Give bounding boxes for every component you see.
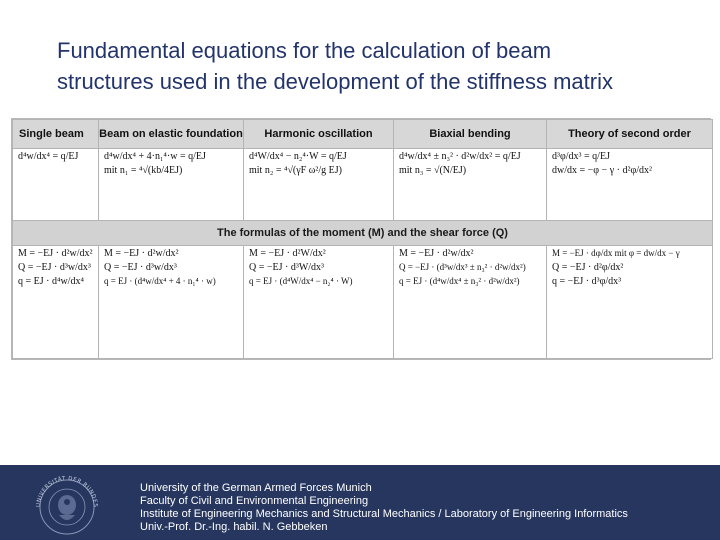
- footer-line-university: University of the German Armed Forces Munich: [140, 482, 372, 494]
- university-seal-logo: [28, 473, 106, 535]
- formula-load: q = −EJ · d³φ/dx³: [552, 276, 622, 288]
- formula: d³φ/dx³ = q/EJ: [552, 150, 610, 162]
- section-row: [13, 220, 713, 246]
- footer-line-institute: Institute of Engineering Mechanics and Structural Mechanics / Laboratory of Engineering Informatics: [140, 508, 628, 520]
- equations-grid: [12, 119, 713, 359]
- cell-second-order-eq: [547, 148, 713, 220]
- header-elastic-foundation: Beam on elastic foundation: [99, 120, 244, 149]
- formula-load: q = EJ · (d⁴w/dx⁴ + 4 · n₁⁴ · w): [104, 276, 216, 287]
- header-harmonic-oscillation: Harmonic oscillation: [244, 120, 394, 149]
- formula-moment: M = −EJ · d²W/dx²: [249, 248, 326, 260]
- footer-line-faculty: Faculty of Civil and Environmental Engineering: [140, 495, 369, 507]
- cell-single-beam-eq: [13, 148, 99, 220]
- formula-shear: Q = −EJ · d³w/dx³: [18, 262, 91, 274]
- formula: d⁴w/dx⁴ + 4·n₁⁴·w = q/EJ: [104, 150, 206, 162]
- cell-biaxial-mq: [394, 246, 547, 359]
- footer-institution-text: [140, 482, 715, 534]
- formula-shear: Q = −EJ · d³W/dx³: [249, 262, 325, 274]
- formula-moment: M = −EJ · d²w/dx²: [18, 248, 93, 260]
- slide-title: [57, 35, 707, 97]
- formula: mit n₃ = √(N/EJ): [399, 164, 467, 176]
- cell-harmonic-mq: [244, 246, 394, 359]
- formula-shear: Q = −EJ · d³w/dx³: [104, 262, 177, 274]
- formula-load: q = EJ · (d⁴w/dx⁴ ± n₃² · d²w/dx²): [399, 276, 520, 287]
- formula: d⁴w/dx⁴ ± n₃² · d²w/dx² = q/EJ: [399, 150, 521, 162]
- slide-title-line-1: Fundamental equations for the calculation of beam: [57, 38, 552, 63]
- footer-line-professor: Univ.-Prof. Dr.-Ing. habil. N. Gebbeken: [140, 521, 328, 533]
- formula: mit n₂ = ⁴√(γF ω²/g EJ): [249, 164, 342, 176]
- header-biaxial-bending: Biaxial bending: [394, 120, 547, 149]
- formula-moment: M = −EJ · dφ/dx mit φ = dw/dx − γ: [552, 248, 680, 259]
- formula: dw/dx = −φ − γ · d²φ/dx²: [552, 164, 652, 176]
- cell-biaxial-eq: [394, 148, 547, 220]
- logo-ring-text: UNIVERSITÄT DER BUNDES: [35, 475, 99, 508]
- formula-load: q = EJ · d⁴w/dx⁴: [18, 276, 84, 288]
- section-title: The formulas of the moment (M) and the shear force (Q): [13, 220, 713, 246]
- formula-moment: M = −EJ · d²w/dx²: [104, 248, 179, 260]
- formula-load: q = EJ · (d⁴W/dx⁴ − n₂⁴ · W): [249, 276, 353, 287]
- cell-single-beam-mq: [13, 246, 99, 359]
- formula-moment: M = −EJ · d²w/dx²: [399, 248, 474, 260]
- cell-elastic-mq: [99, 246, 244, 359]
- cell-second-order-mq: [547, 246, 713, 359]
- differential-equations-row: [13, 148, 713, 220]
- cell-elastic-eq: [99, 148, 244, 220]
- slide-title-line-2: structures used in the development of the stiffness matrix: [57, 69, 613, 94]
- formula-shear: Q = −EJ · (d³w/dx³ ± n₃² · d²w/dx²): [399, 262, 526, 273]
- footer-bar: [0, 465, 720, 540]
- moment-shear-row: [13, 246, 713, 359]
- table-header-row: [13, 120, 713, 149]
- header-second-order: Theory of second order: [547, 120, 713, 149]
- formula: d⁴w/dx⁴ = q/EJ: [18, 150, 79, 162]
- formula: d⁴W/dx⁴ − n₂⁴·W = q/EJ: [249, 150, 347, 162]
- cell-harmonic-eq: [244, 148, 394, 220]
- header-single-beam: Single beam: [13, 120, 99, 149]
- equations-table: [11, 118, 711, 360]
- formula: mit n₁ = ⁴√(kb/4EJ): [104, 164, 183, 176]
- formula-shear: Q = −EJ · d²φ/dx²: [552, 262, 624, 274]
